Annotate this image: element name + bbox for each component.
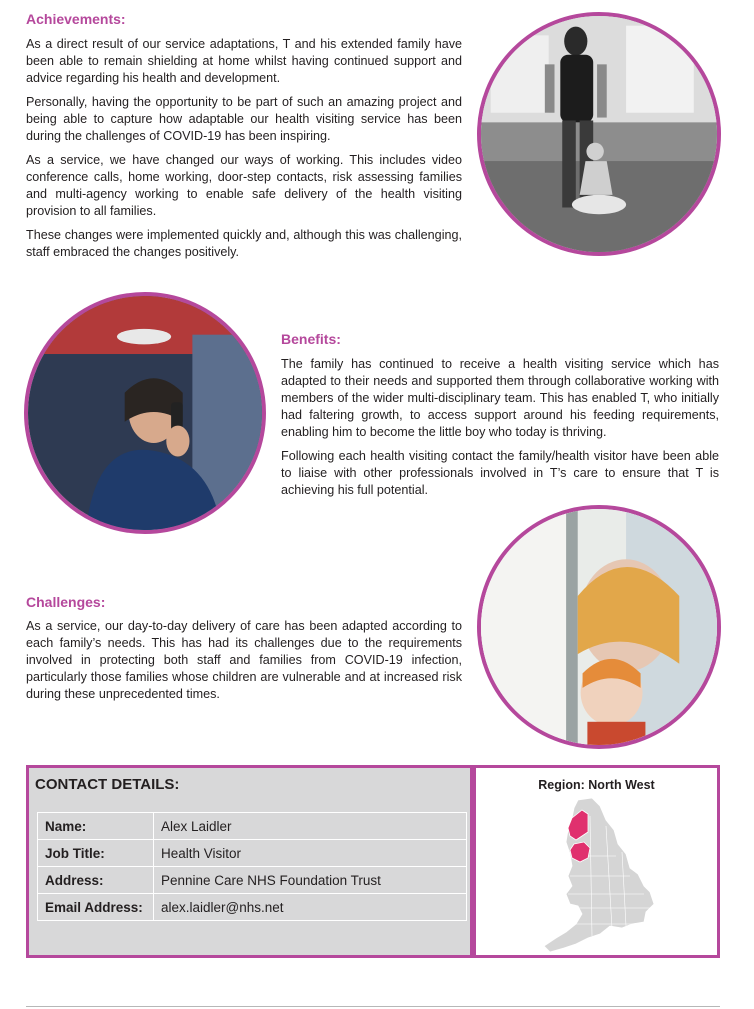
england-region-map	[526, 796, 666, 956]
footer-divider	[26, 1006, 720, 1007]
contact-value-job-title: Health Visitor	[154, 840, 467, 867]
mother-and-child-photo	[477, 505, 721, 749]
region-title: Region: North West	[538, 778, 655, 792]
contact-value-address: Pennine Care NHS Foundation Trust	[154, 867, 467, 894]
benefits-heading: Benefits:	[281, 331, 341, 347]
family-at-home-photo	[477, 12, 721, 256]
achievements-heading: Achievements:	[26, 11, 126, 27]
challenges-text	[26, 618, 462, 710]
contact-label: Name:	[38, 813, 154, 840]
contact-details-table	[37, 812, 467, 921]
contact-row-job-title	[38, 840, 467, 867]
contact-row-name	[38, 813, 467, 840]
contact-label: Email Address:	[38, 894, 154, 921]
achievements-paragraph-4: These changes were implemented quickly and, although this was challenging, staff embraced the changes positively.	[26, 228, 462, 259]
england-outline	[544, 798, 654, 952]
challenges-paragraph-1: As a service, our day-to-day delivery of care has been adapted according to each family’s needs. This has had its challenges due to the requirements involved in protecting both staff and families from COVID-19 infection, particularly those families whose children are vulnerable and at increased risk during these unprecedented times.	[26, 619, 462, 701]
achievements-text	[26, 36, 462, 268]
benefits-paragraph-1: The family has continued to receive a health visiting service which has adapted to their needs and supported them through collaborative working with members of the wider multi-disciplinary team. This has enabled T, who initially had faltering growth, to access support around his feeding requirements, enabling him to become the little boy who today is thriving.	[281, 357, 719, 439]
achievements-paragraph-2: Personally, having the opportunity to be part of such an amazing project and being able to capture how adaptable our health visiting service has been during the challenges of COVID-19 has been inspiring.	[26, 95, 462, 143]
contact-label: Job Title:	[38, 840, 154, 867]
contact-details-title: CONTACT DETAILS:	[35, 776, 180, 793]
challenges-heading: Challenges:	[26, 594, 106, 610]
contact-row-address	[38, 867, 467, 894]
person-on-phone-photo	[24, 292, 266, 534]
contact-details-panel	[26, 765, 473, 958]
region-map-panel	[473, 765, 720, 958]
contact-value-name: Alex Laidler	[154, 813, 467, 840]
benefits-text	[281, 356, 719, 506]
contact-row-email	[38, 894, 467, 921]
achievements-paragraph-1: As a direct result of our service adaptations, T and his extended family have been able to remain shielding at home whilst having continued support and advice regarding his health and development.	[26, 37, 462, 85]
contact-value-email[interactable]: alex.laidler@nhs.net	[154, 894, 467, 921]
achievements-paragraph-3: As a service, we have changed our ways of working. This includes video conference calls, home working, door-step contacts, risk assessing families and multi-agency working to enable safe delivery of the health visiting provision to all families.	[26, 153, 462, 218]
benefits-paragraph-2: Following each health visiting contact the family/health visitor have been able to liaise with other professionals involved in T’s care to ensure that T is achieving his full potential.	[281, 449, 719, 497]
contact-label: Address:	[38, 867, 154, 894]
